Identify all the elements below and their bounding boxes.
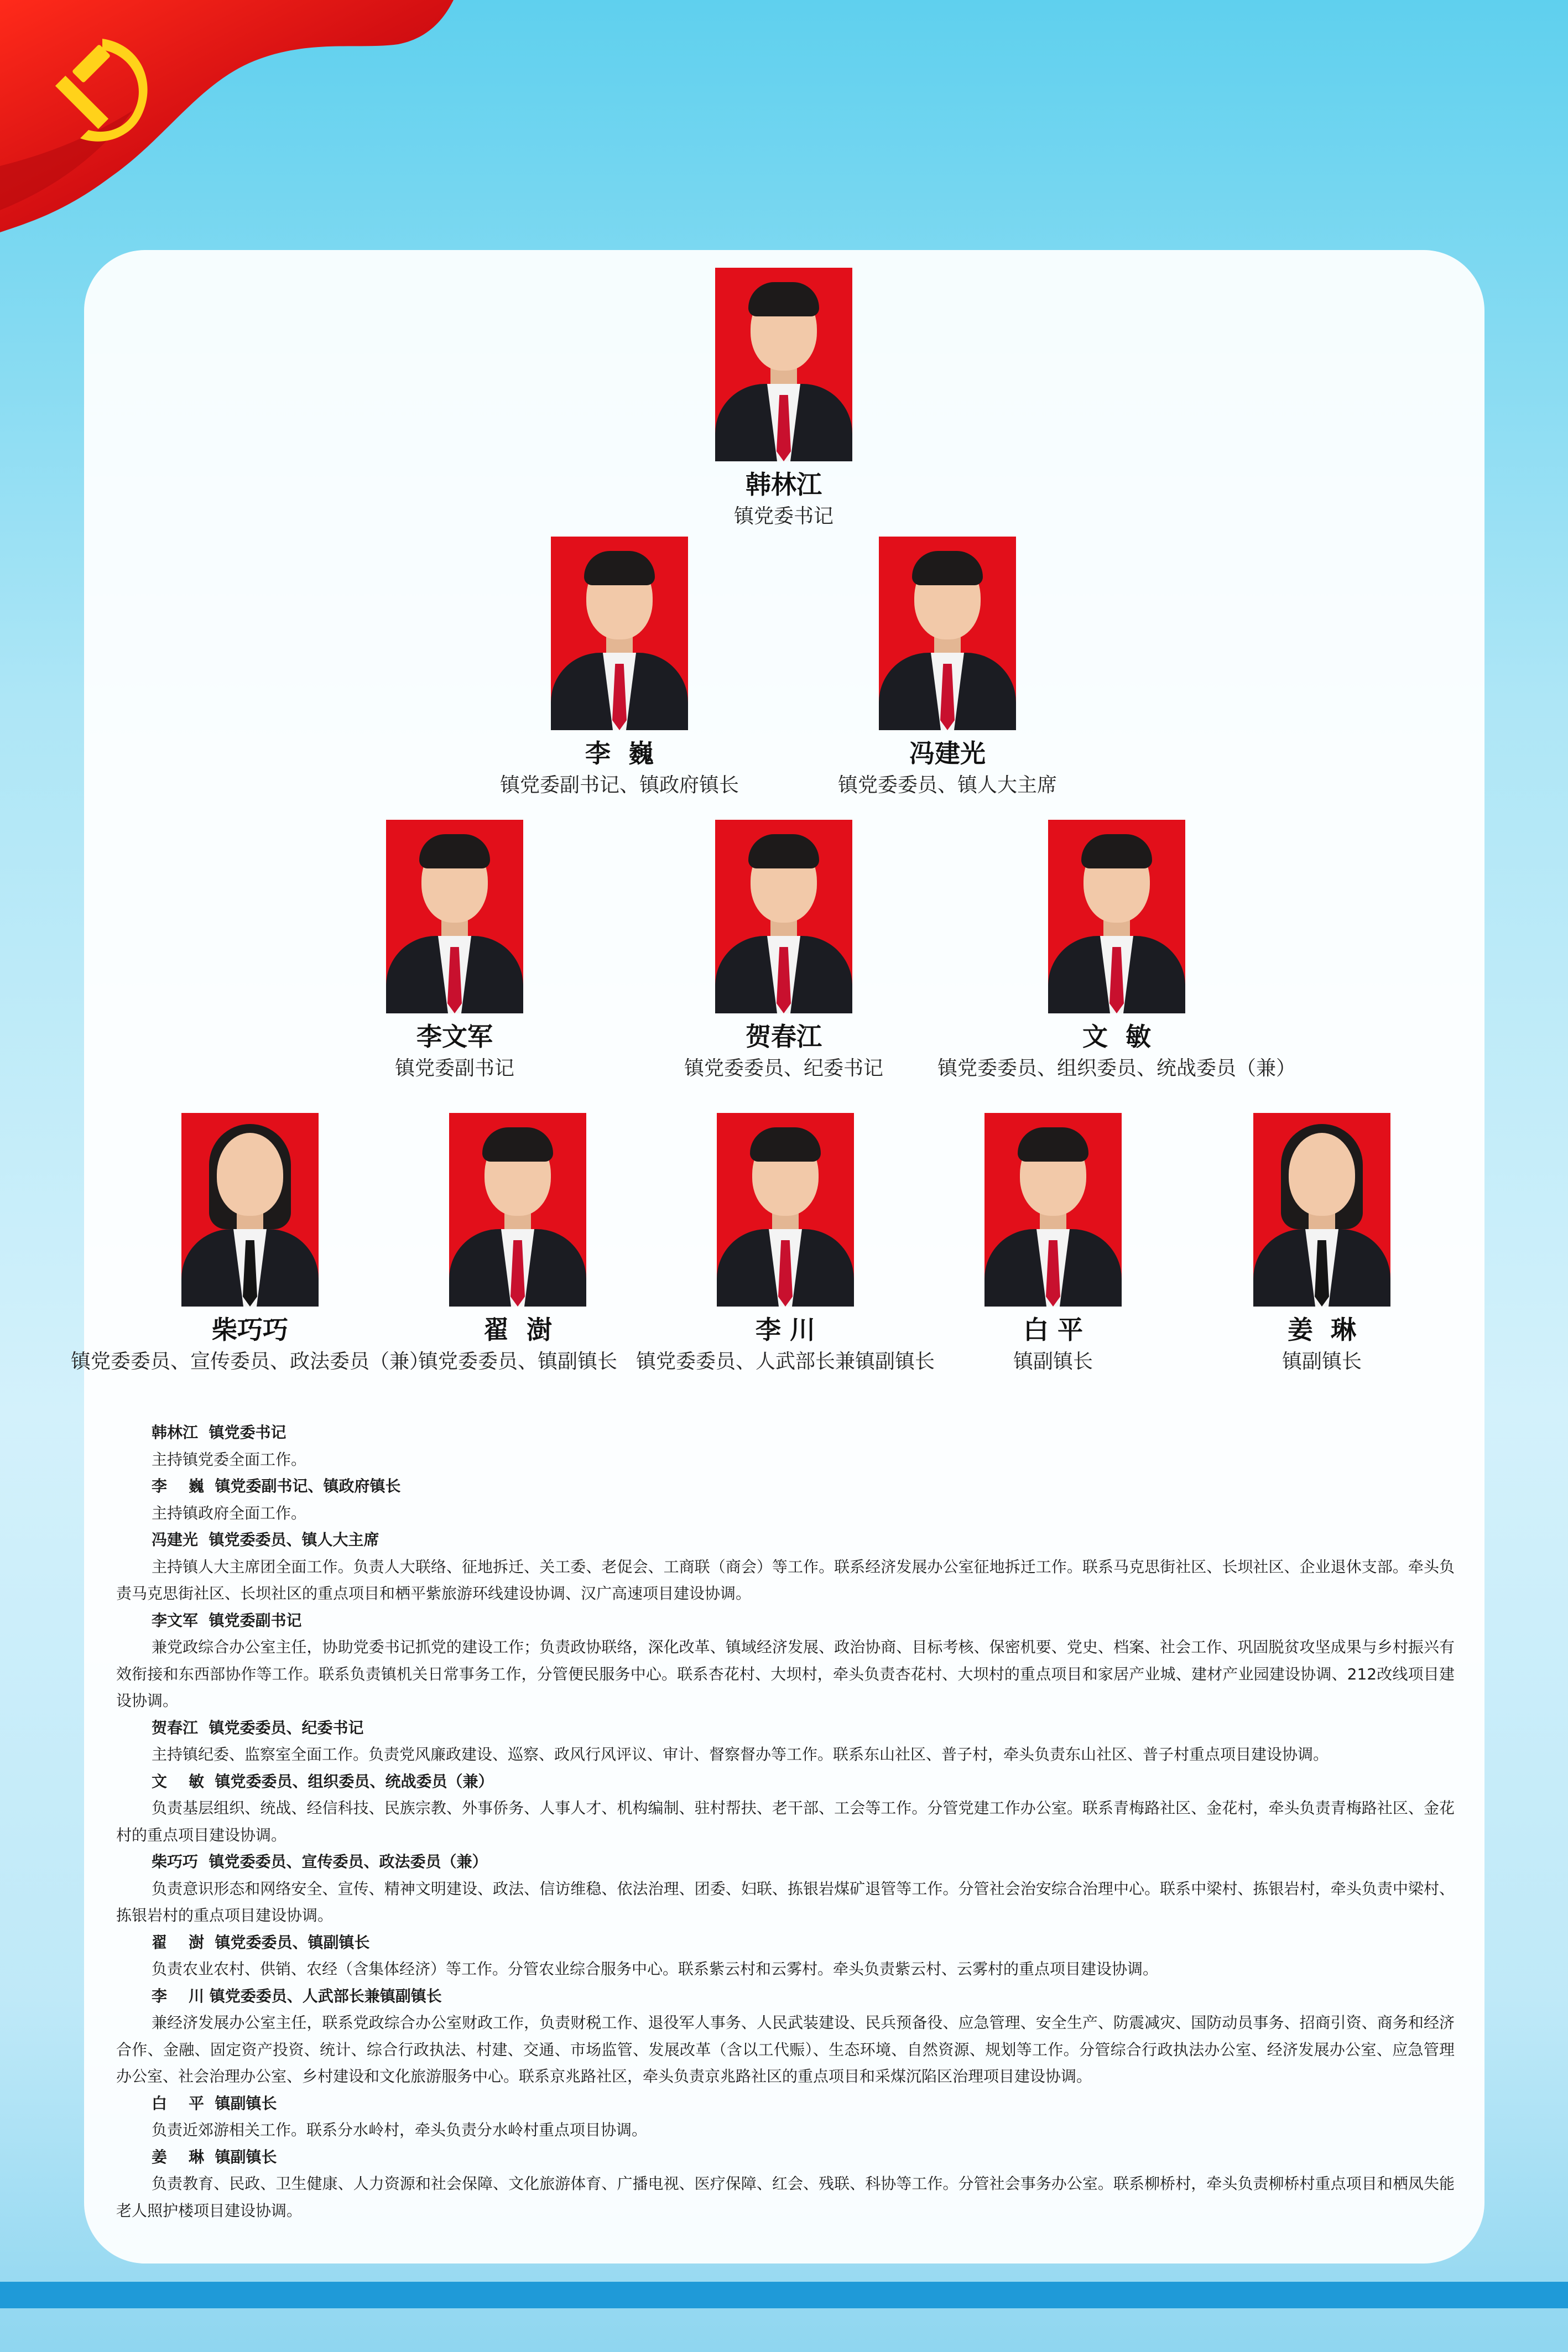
- leader-title: 镇党委委员、宣传委员、政法委员（兼）: [70, 1350, 429, 1373]
- portrait-photo: [551, 537, 688, 730]
- portrait-photo: [181, 1113, 319, 1307]
- duty-text: 兼党政综合办公室主任，协助党委书记抓党的建设工作；负责政协联络，深化改革、镇域经济发展、政治协商、目标考核、保密机要、党史、档案、社会工作、巩固脱贫攻坚成果与乡村振兴有效衔接和东西部协作等工作。联系负责镇机关日常事务工作，分管便民服务中心。联系杏花村、大坝村，牵头负责杏花村、大坝村的重点项目和家居产业城、建材产业园建设协调、212改线项目建设协调。: [116, 1638, 1455, 1710]
- duty-heading: 柴巧巧 镇党委委员、宣传委员、政法委员（兼）: [152, 1853, 488, 1871]
- leader-name: 李 川: [755, 1315, 815, 1345]
- party-flag: [0, 0, 454, 266]
- duty-text: 主持镇党委全面工作。: [152, 1450, 307, 1469]
- duties-section: [116, 1419, 1455, 2224]
- duty-text: 负责近郊游相关工作。联系分水岭村，牵头负责分水岭村重点项目协调。: [152, 2121, 648, 2139]
- duty-heading: 李 川 镇党委委员、人武部长兼镇副镇长: [152, 1986, 442, 2005]
- duty-heading: 翟 澍 镇党委委员、镇副镇长: [152, 1933, 370, 1952]
- leader-name: 冯建光: [909, 738, 986, 768]
- duty-text: 负责农业农村、供销、农经（含集体经济）等工作。分管农业综合服务中心。联系紫云村和云雾村。牵头负责紫云村、云雾村的重点项目建设协调。: [152, 1960, 1159, 1978]
- duty-text: 兼经济发展办公室主任，联系党政综合办公室财政工作，负责财税工作、退役军人事务、人民武装建设、民兵预备役、应急管理、安全生产、防震减灾、国防动员事务、招商引资、商务和经济合作、金融、固定资产投资、统计、综合行政执法、村建、交通、市场监管、发展改革（含以工代赈）、生态环境、自然资源、规划等工作。分管综合行政执法办公室、经济发展办公室、应急管理办公室、社会治理办公室、乡村建设和文化旅游服务中心。联系京兆路社区，牵头负责京兆路社区的重点项目和采煤沉陷区治理项目建设协调。: [116, 2013, 1455, 2085]
- duty-entry: [116, 1983, 1455, 2090]
- duty-heading: 李文军 镇党委副书记: [152, 1611, 302, 1630]
- duty-heading: 文 敏 镇党委委员、组织委员、统战委员（兼）: [152, 1772, 494, 1791]
- duty-entry: [116, 1607, 1455, 1715]
- portrait-photo: [715, 268, 852, 461]
- duty-heading: 贺春江 镇党委委员、纪委书记: [152, 1718, 364, 1737]
- duty-text: 主持镇纪委、监察室全面工作。负责党风廉政建设、巡察、政风行风评议、审计、督察督办等工作。联系东山社区、普子村，牵头负责东山社区、普子村重点项目建设协调。: [152, 1745, 1329, 1763]
- bottom-bar: [0, 2282, 1568, 2308]
- leader-title: 镇副镇长: [1282, 1350, 1362, 1373]
- leader-name: 文 敏: [1082, 1022, 1152, 1052]
- portrait-photo: [1253, 1113, 1390, 1307]
- duty-entry: [116, 1419, 1455, 1473]
- duty-text: 负责基层组织、统战、经信科技、民族宗教、外事侨务、人事人才、机构编制、驻村帮扶、老干部、工会等工作。分管党建工作办公室。联系青梅路社区、金花村，牵头负责青梅路社区、金花村的重点项目建设协调。: [116, 1799, 1455, 1844]
- leader-title: 镇党委副书记、镇政府镇长: [499, 774, 739, 797]
- leader-card: [907, 820, 1327, 1082]
- leader-title: 镇党委委员、镇副镇长: [418, 1350, 617, 1373]
- duty-entry: [116, 1527, 1455, 1607]
- duty-entry: [116, 2090, 1455, 2144]
- duty-entry: [116, 1849, 1455, 1929]
- portrait-photo: [717, 1113, 854, 1307]
- leader-card: [574, 268, 994, 530]
- leader-title: 镇党委委员、镇人大主席: [837, 774, 1057, 797]
- duty-heading: 白 平 镇副镇长: [152, 2094, 277, 2112]
- leader-name: 姜 琳: [1287, 1315, 1357, 1345]
- leader-title: 镇党委副书记: [394, 1057, 514, 1080]
- duty-text: 负责意识形态和网络安全、宣传、精神文明建设、政法、信访维稳、依法治理、团委、妇联、拣银岩煤矿退管等工作。分管社会治安综合治理中心。联系中梁村、拣银岩村，牵头负责中梁村、拣银岩村的重点项目建设协调。: [116, 1879, 1455, 1924]
- portrait-photo: [715, 820, 852, 1013]
- leader-name: 李 巍: [585, 738, 654, 768]
- portrait-photo: [386, 820, 523, 1013]
- portrait-photo: [1048, 820, 1185, 1013]
- duty-text: 负责教育、民政、卫生健康、人力资源和社会保障、文化旅游体育、广播电视、医疗保障、红会、残联、科协等工作。分管社会事务办公室。联系柳桥村，牵头负责柳桥村重点项目和栖凤失能老人照护楼项目建设协调。: [116, 2174, 1455, 2220]
- leader-title: 镇党委书记: [733, 505, 834, 528]
- duty-text: 主持镇人大主席团全面工作。负责人大联络、征地拆迁、关工委、老促会、工商联（商会）等工作。联系经济发展办公室征地拆迁工作。联系马克思街社区、长坝社区、企业退休支部。牵头负责马克思街社区、长坝社区的重点项目和栖平紫旅游环线建设协调、汉广高速项目建设协调。: [116, 1557, 1455, 1602]
- duty-entry: [116, 1473, 1455, 1527]
- leader-name: 韩林江: [746, 470, 822, 499]
- leader-name: 李文军: [416, 1022, 493, 1052]
- leader-title: 镇党委委员、纪委书记: [684, 1057, 883, 1080]
- duty-heading: 李 巍 镇党委副书记、镇政府镇长: [152, 1477, 401, 1495]
- leader-card: [737, 537, 1158, 799]
- portrait-photo: [984, 1113, 1122, 1307]
- duty-heading: 姜 琳 镇副镇长: [152, 2147, 277, 2166]
- duty-heading: 韩林江 镇党委书记: [152, 1423, 286, 1442]
- leader-title: 镇党委委员、人武部长兼镇副镇长: [635, 1350, 935, 1373]
- duty-entry: [116, 1715, 1455, 1768]
- portrait-photo: [449, 1113, 586, 1307]
- duty-entry: [116, 1768, 1455, 1849]
- duty-entry: [116, 2144, 1455, 2225]
- leader-title: 镇党委委员、组织委员、统战委员（兼）: [937, 1057, 1296, 1080]
- duty-text: 主持镇政府全面工作。: [152, 1503, 307, 1522]
- leader-name: 柴巧巧: [212, 1315, 288, 1345]
- duty-entry: [116, 1929, 1455, 1983]
- duty-heading: 冯建光 镇党委委员、镇人大主席: [152, 1531, 379, 1549]
- portrait-photo: [879, 537, 1016, 730]
- leader-name: 翟 澍: [483, 1315, 553, 1345]
- leader-card: [1112, 1113, 1532, 1375]
- leader-name: 白 平: [1023, 1315, 1083, 1345]
- leader-name: 贺春江: [746, 1022, 822, 1052]
- leader-title: 镇副镇长: [1013, 1350, 1093, 1373]
